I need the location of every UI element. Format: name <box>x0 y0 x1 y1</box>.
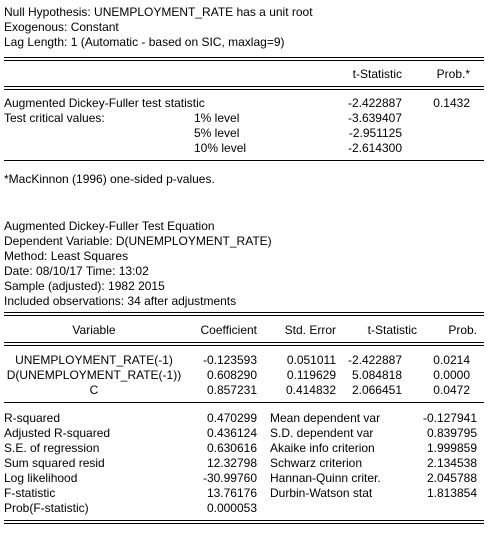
coef-row-prob: 0.0000 <box>433 368 470 382</box>
stat-label: Adjusted R-squared <box>4 426 111 440</box>
dependent-variable: Dependent Variable: D(UNEMPLOYMENT_RATE) <box>4 234 272 248</box>
stat-value: 0.470299 <box>206 411 257 425</box>
stat-value: 2.045788 <box>426 471 477 485</box>
coef-header-rule <box>4 342 484 346</box>
date-time-text: Date: 08/10/17 Time: 13:02 <box>4 264 149 278</box>
equation-title: Augmented Dickey-Fuller Test Equation <box>4 219 215 233</box>
coef-row-coefficient: 0.857231 <box>206 383 257 397</box>
stat-value: 13.76176 <box>206 486 257 500</box>
stat-label: Mean dependent var <box>270 411 381 425</box>
coef-header-variable: Variable <box>72 323 116 337</box>
crit-value-10: -2.614300 <box>347 141 402 155</box>
table-top-rule <box>4 57 484 61</box>
coef-header-prob: Prob. <box>448 323 477 337</box>
adf-bottom-rule <box>4 160 484 161</box>
coef-row-variable: D(UNEMPLOYMENT_RATE(-1)) <box>6 368 182 382</box>
coef-row-coefficient: 0.608290 <box>206 368 257 382</box>
stat-label: Schwarz criterion <box>270 456 363 470</box>
crit-level-1: 1% level <box>194 111 240 125</box>
mackinnon-footnote: *MacKinnon (1996) one-sided p-values. <box>4 172 215 186</box>
crit-value-5: -2.951125 <box>348 126 402 140</box>
col-header-prob: Prob.* <box>436 67 470 81</box>
stat-label: Log likelihood <box>4 471 78 485</box>
coef-row-std-error: 0.119629 <box>286 368 336 382</box>
null-hypothesis-text: Null Hypothesis: UNEMPLOYMENT_RATE has a unit root <box>4 5 313 19</box>
adf-stat-label: Augmented Dickey-Fuller test statistic <box>4 96 205 110</box>
stat-label: Durbin-Watson stat <box>270 486 373 500</box>
coef-row-variable: C <box>89 383 99 397</box>
coef-header-std-error: Std. Error <box>284 323 336 337</box>
lag-length-text: Lag Length: 1 (Automatic - based on SIC, maxlag=9) <box>4 35 285 49</box>
coef-row-std-error: 0.414832 <box>285 383 336 397</box>
exogenous-text: Exogenous: Constant <box>4 20 119 34</box>
stat-label: S.E. of regression <box>4 441 100 455</box>
stat-value: 12.32798 <box>206 456 257 470</box>
crit-level-10: 10% level <box>194 141 247 155</box>
coef-row-variable: UNEMPLOYMENT_RATE(-1) <box>15 353 173 367</box>
stat-value: 1.999859 <box>426 441 477 455</box>
sample-text: Sample (adjusted): 1982 2015 <box>4 279 165 293</box>
header-rule <box>4 86 484 90</box>
stat-value: -0.127941 <box>422 411 477 425</box>
included-obs-text: Included observations: 34 after adjustments <box>4 294 237 308</box>
stat-value: 0.630616 <box>206 441 257 455</box>
stat-value: 0.436124 <box>206 426 257 440</box>
crit-value-1: -3.639407 <box>347 111 402 125</box>
coef-row-tstat: 2.066451 <box>351 383 402 397</box>
method-text: Method: Least Squares <box>4 249 129 263</box>
coef-row-prob: 0.0472 <box>433 383 470 397</box>
coef-bottom-rule <box>4 402 484 403</box>
stat-label: Prob(F-statistic) <box>4 501 89 515</box>
coef-row-prob: 0.0214 <box>433 353 470 367</box>
stat-label: F-statistic <box>4 486 56 500</box>
stat-value: 0.000053 <box>206 501 257 515</box>
critical-values-label: Test critical values: <box>4 111 105 125</box>
adf-stat-tstat: -2.422887 <box>347 96 402 110</box>
stat-label: S.D. dependent var <box>270 426 374 440</box>
stat-label: Akaike info criterion <box>270 441 375 455</box>
coef-header-tstat: t-Statistic <box>367 323 417 337</box>
stats-bottom-rule <box>4 520 484 524</box>
col-header-tstat: t-Statistic <box>352 67 402 81</box>
coef-row-std-error: 0.051011 <box>286 353 336 367</box>
stat-label: R-squared <box>4 411 61 425</box>
adf-stat-prob: 0.1432 <box>433 96 470 110</box>
stat-value: 2.134538 <box>426 456 477 470</box>
stat-label: Sum squared resid <box>4 456 105 470</box>
coef-row-coefficient: -0.123593 <box>202 353 257 367</box>
coef-row-tstat: 5.084818 <box>351 368 402 382</box>
coef-header-coefficient: Coefficient <box>200 323 257 337</box>
coef-row-tstat: -2.422887 <box>347 353 402 367</box>
crit-level-5: 5% level <box>194 126 240 140</box>
stat-value: 0.839795 <box>426 426 477 440</box>
coef-table-top-rule <box>4 312 484 316</box>
stat-value: 1.813854 <box>426 486 477 500</box>
stat-label: Hannan-Quinn criter. <box>270 471 381 485</box>
stat-value: -30.99760 <box>202 471 257 485</box>
